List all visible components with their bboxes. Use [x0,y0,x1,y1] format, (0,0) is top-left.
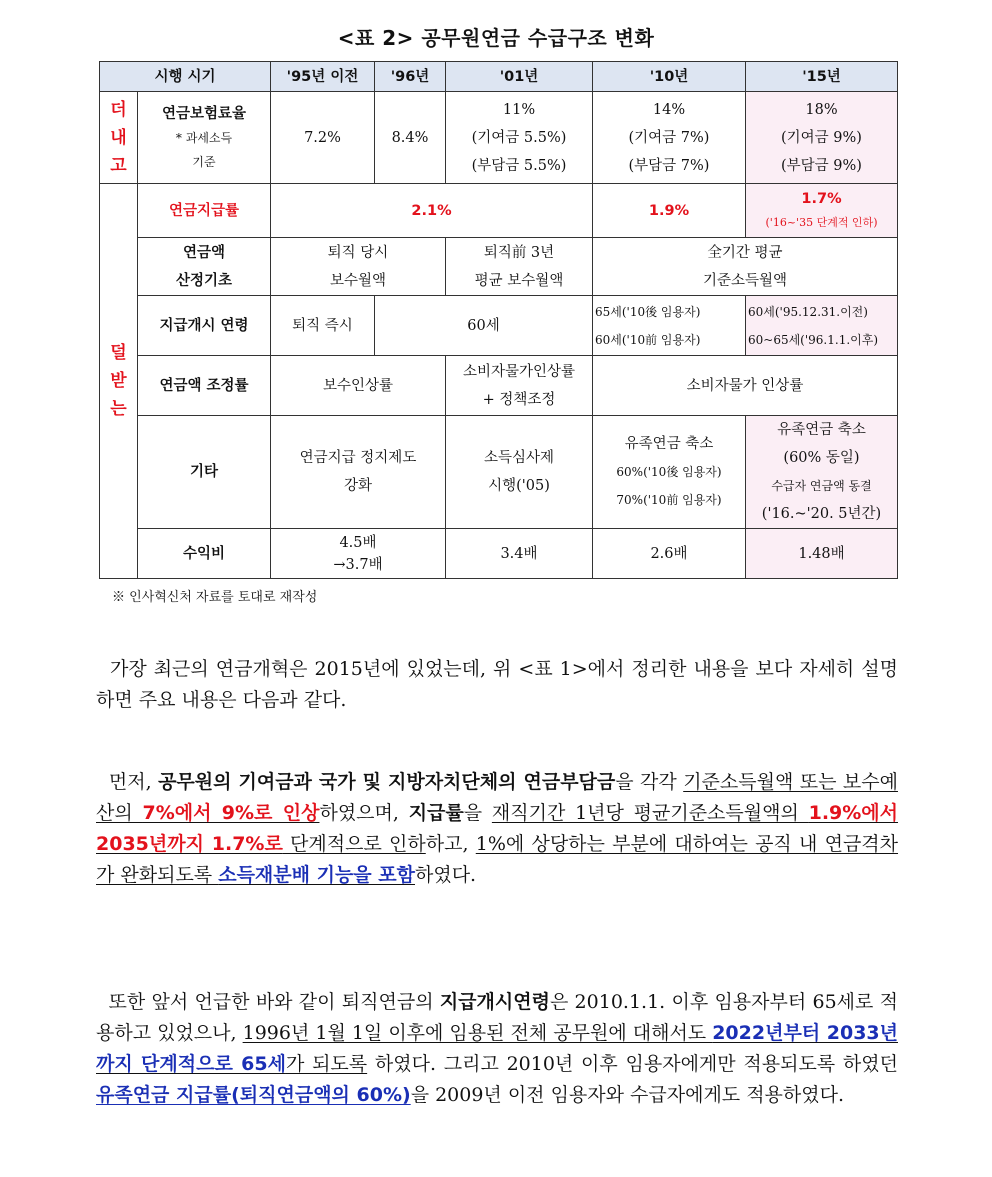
cell-premium-01: 11% (기여금 5.5%) (부담금 5.5%) [446,92,593,184]
row-label-start-age: 지급개시 연령 [138,296,271,356]
side-label-receive-less: 덜 받 는 [100,184,138,579]
cell-ratio-10: 2.6배 [593,529,746,579]
pension-structure-table [99,61,898,579]
header-period: 시행 시기 [100,62,271,92]
emphasis-contributions: 공무원의 기여금과 국가 및 지방자치단체의 연금부담금 [158,771,616,793]
cell-payrate-15: 1.7% ('16~'35 단계적 인하) [746,184,898,238]
cell-premium-10: 14% (기여금 7%) (부담금 7%) [593,92,746,184]
cell-ratio-15: 1.48배 [746,529,898,579]
header-96: '96년 [375,62,446,92]
cell-other-early: 연금지급 정지제도 강화 [271,416,446,529]
row-label-premium: 연금보험료율 * 과세소득 기준 [138,92,271,184]
cell-payrate-10: 1.9% [593,184,746,238]
cell-ratio-01: 3.4배 [446,529,593,579]
header-95: '95년 이전 [271,62,375,92]
cell-other-01: 소득심사제 시행('05) [446,416,593,529]
cell-other-15: 유족연금 축소 (60% 동일) 수급자 연금액 동결 ('16.~'20. 5년간) [746,416,898,529]
cell-start-age-15: 60세('95.12.31.이전) 60~65세('96.1.1.이후) [746,296,898,356]
cell-start-age-10: 65세('10後 임용자) 60세('10前 임용자) [593,296,746,356]
header-10: '10년 [593,62,746,92]
cell-start-age-mid: 60세 [375,296,593,356]
cell-ratio-early: 4.5배 →3.7배 [271,529,446,579]
cell-premium-15: 18% (기여금 9%) (부담금 9%) [746,92,898,184]
cell-start-age-95: 퇴직 즉시 [271,296,375,356]
table-title: <표 2> 공무원연금 수급구조 변화 [337,26,655,50]
header-01: '01년 [446,62,593,92]
table-source-note: ※ 인사혁신처 자료를 토대로 재작성 [112,590,318,605]
side-label-pay-more: 더 내 고 [100,92,138,184]
emphasis-survivor-pension: 유족연금 지급률(퇴직연금액의 60%) [96,1084,411,1106]
row-label-other: 기타 [138,416,271,529]
cell-basis-01: 퇴직前 3년 평균 보수월액 [446,238,593,296]
header-15: '15년 [746,62,898,92]
row-label-ratio: 수익비 [138,529,271,579]
emphasis-payrate-cut: 1.9%에서 2035년까지 1.7%로 [96,802,899,855]
cell-premium-96: 8.4% [375,92,446,184]
row-label-payrate: 연금지급률 [138,184,271,238]
emphasis-age-65: 2022년부터 2033년까지 단계적으로 65세 [96,1022,898,1075]
row-label-adjust: 연금액 조정률 [138,356,271,416]
emphasis-rate-increase: 7%에서 9%로 인상 [142,802,320,824]
cell-basis-early: 퇴직 당시 보수월액 [271,238,446,296]
cell-basis-late: 全기간 평균 기준소득월액 [593,238,898,296]
cell-adjust-01: 소비자물가인상률 + 정책조정 [446,356,593,416]
row-label-basis: 연금액 산정기초 [138,238,271,296]
cell-payrate-early: 2.1% [271,184,593,238]
cell-adjust-late: 소비자물가 인상률 [593,356,898,416]
emphasis-redistribution: 소득재분배 기능을 포함 [218,864,415,886]
cell-adjust-early: 보수인상률 [271,356,446,416]
paragraph-2: 먼저, 공무원의 기여금과 국가 및 지방자치단체의 연금부담금을 각각 기준소득월액 또는 보수예산의 7%에서 9%로 인상하였으며, 지급률을 재직기간 1년당 평균기준소득월액의 1.9%에서 2035년까지 1.7%로 단계적으로 인하하고, 1%에 상당하는 부분에 대하여는 공직 내 연금격차가 완화되도록 소득재분배 기능을 포함하였다. [96,771,899,886]
cell-premium-95: 7.2% [271,92,375,184]
cell-other-10: 유족연금 축소 60%('10後 임용자) 70%('10前 임용자) [593,416,746,529]
paragraph-3: 또한 앞서 언급한 바와 같이 퇴직연금의 지급개시연령은 2010.1.1. 이후 임용자부터 65세로 적용하고 있었으나, 1996년 1월 1일 이후에 임용된 전체 공무원에 대해서도 2022년부터 2033년까지 단계적으로 65세가 되도록 하였다. 그리고 2010년 이후 임용자에게만 적용되도록 하였던 유족연금 지급률(퇴직연금액의 60%)을 2009년 이전 임용자와 수급자에게도 적용하였다. [96,991,898,1106]
paragraph-1: 가장 최근의 연금개혁은 2015년에 있었는데, 위 <표 1>에서 정리한 내용을 보다 자세히 설명하면 주요 내용은 다음과 같다. [96,658,898,711]
